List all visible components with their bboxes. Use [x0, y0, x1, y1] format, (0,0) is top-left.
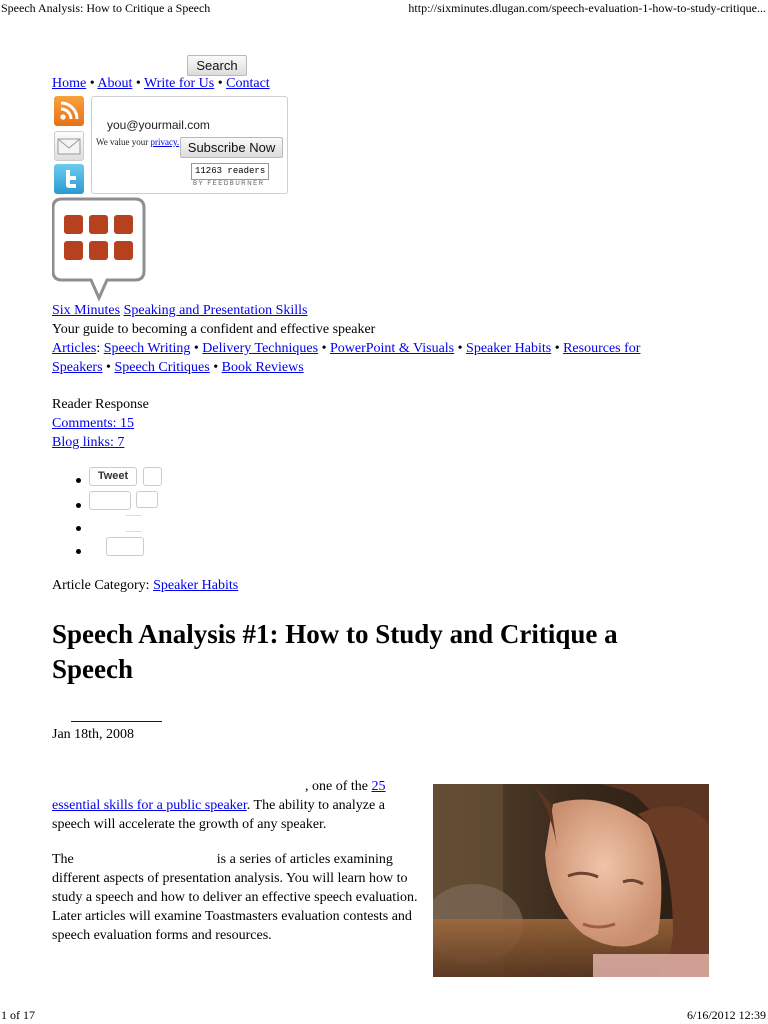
article-category-link[interactable]: Speaker Habits	[153, 578, 239, 593]
articles-link[interactable]: Articles	[52, 341, 97, 356]
essential-skills-link[interactable]: 25 essential skills for a public speaker	[52, 779, 386, 813]
rss-icon[interactable]	[54, 96, 84, 126]
site-name-link[interactable]: Six Minutes	[52, 303, 121, 318]
article-paragraph-1	[52, 777, 407, 834]
nav-about[interactable]: About	[97, 76, 133, 91]
paragraph-text: . The ability to analyze a speech will accelerate the growth of any speaker.	[52, 798, 385, 832]
subscribe-now-button[interactable]: Subscribe Now	[180, 137, 283, 158]
reader-response-heading: Reader Response	[52, 397, 149, 412]
category-resources[interactable]: Resources for Speakers	[52, 341, 641, 375]
email-field[interactable]: you@yourmail.com	[107, 118, 210, 132]
article-paragraph-2	[52, 850, 427, 945]
list-bullet	[76, 526, 81, 531]
paragraph-text: is a series of articles examining different aspects of presentation analysis. You will learn how to study a speech and how to deliver an effective speech evaluation. Later articles will examine Toastmasters evaluation contests and speech evaluation forms and resources.	[52, 852, 418, 943]
share-button-placeholder[interactable]	[106, 537, 144, 556]
print-page-title: Speech Analysis: How to Critique a Speech	[1, 1, 211, 15]
site-logo[interactable]	[52, 197, 146, 306]
feedburner-label: BY FEEDBURNER	[193, 181, 265, 187]
category-speech-critiques[interactable]: Speech Critiques	[114, 360, 210, 375]
blog-links-link[interactable]: Blog links: 7	[52, 435, 125, 450]
share-button[interactable]	[89, 491, 131, 510]
category-speaker-habits[interactable]: Speaker Habits	[466, 341, 552, 356]
site-name	[52, 301, 308, 320]
print-url: http://sixminutes.dlugan.com/speech-evaluation-1-how-to-study-critique...	[408, 1, 766, 15]
comments-link[interactable]: Comments: 15	[52, 416, 135, 431]
privacy-note	[96, 137, 179, 147]
paragraph-text: , one of the	[305, 779, 368, 794]
nav-separator: •	[135, 76, 141, 91]
reader-count-badge[interactable]	[191, 163, 269, 180]
nav-contact[interactable]: Contact	[226, 76, 270, 91]
author-link-underline[interactable]	[71, 721, 162, 722]
category-delivery-techniques[interactable]: Delivery Techniques	[202, 341, 319, 356]
article-photo	[433, 784, 709, 977]
category-book-reviews[interactable]: Book Reviews	[221, 360, 304, 375]
article-title: Speech Analysis #1: How to Study and Critique a Speech	[52, 619, 618, 684]
tweet-count	[143, 467, 162, 486]
articles-nav: Articles: Speech Writing • Delivery Techniques • PowerPoint & Visuals • Speaker Habits • Resources for Speakers • Speech Critiques • Book Reviews	[52, 341, 641, 375]
reader-label: readers	[227, 166, 266, 176]
article-category	[52, 576, 238, 595]
email-icon[interactable]	[54, 131, 84, 161]
nav-home[interactable]: Home	[52, 76, 87, 91]
list-bullet	[76, 478, 81, 483]
search-button[interactable]: Search	[187, 55, 247, 76]
share-button-placeholder[interactable]	[126, 515, 142, 532]
print-page-number: 1 of 17	[1, 1008, 35, 1022]
list-bullet	[76, 503, 81, 508]
nav-separator: •	[89, 76, 95, 91]
privacy-prefix: We value your	[96, 137, 149, 147]
subscribe-box	[91, 96, 288, 194]
category-speech-writing[interactable]: Speech Writing	[103, 341, 191, 356]
category-powerpoint-visuals[interactable]: PowerPoint & Visuals	[329, 341, 455, 356]
nav-write-for-us[interactable]: Write for Us	[144, 76, 215, 91]
tweet-button[interactable]: Tweet	[89, 467, 137, 486]
article-date: Jan 18th, 2008	[52, 727, 135, 742]
list-bullet	[76, 549, 81, 554]
article-category-label: Article Category:	[52, 578, 150, 593]
top-nav	[52, 74, 270, 93]
paragraph-text: The	[52, 852, 74, 867]
reader-count: 11263	[195, 166, 223, 176]
nav-separator: •	[217, 76, 223, 91]
print-timestamp: 6/16/2012 12:39	[686, 1008, 766, 1022]
privacy-link[interactable]: privacy.	[150, 137, 180, 147]
twitter-icon[interactable]	[54, 164, 84, 194]
site-description: Your guide to becoming a confident and effective speaker	[52, 322, 376, 337]
site-tagline-link[interactable]: Speaking and Presentation Skills	[123, 303, 308, 318]
share-count	[136, 491, 158, 508]
